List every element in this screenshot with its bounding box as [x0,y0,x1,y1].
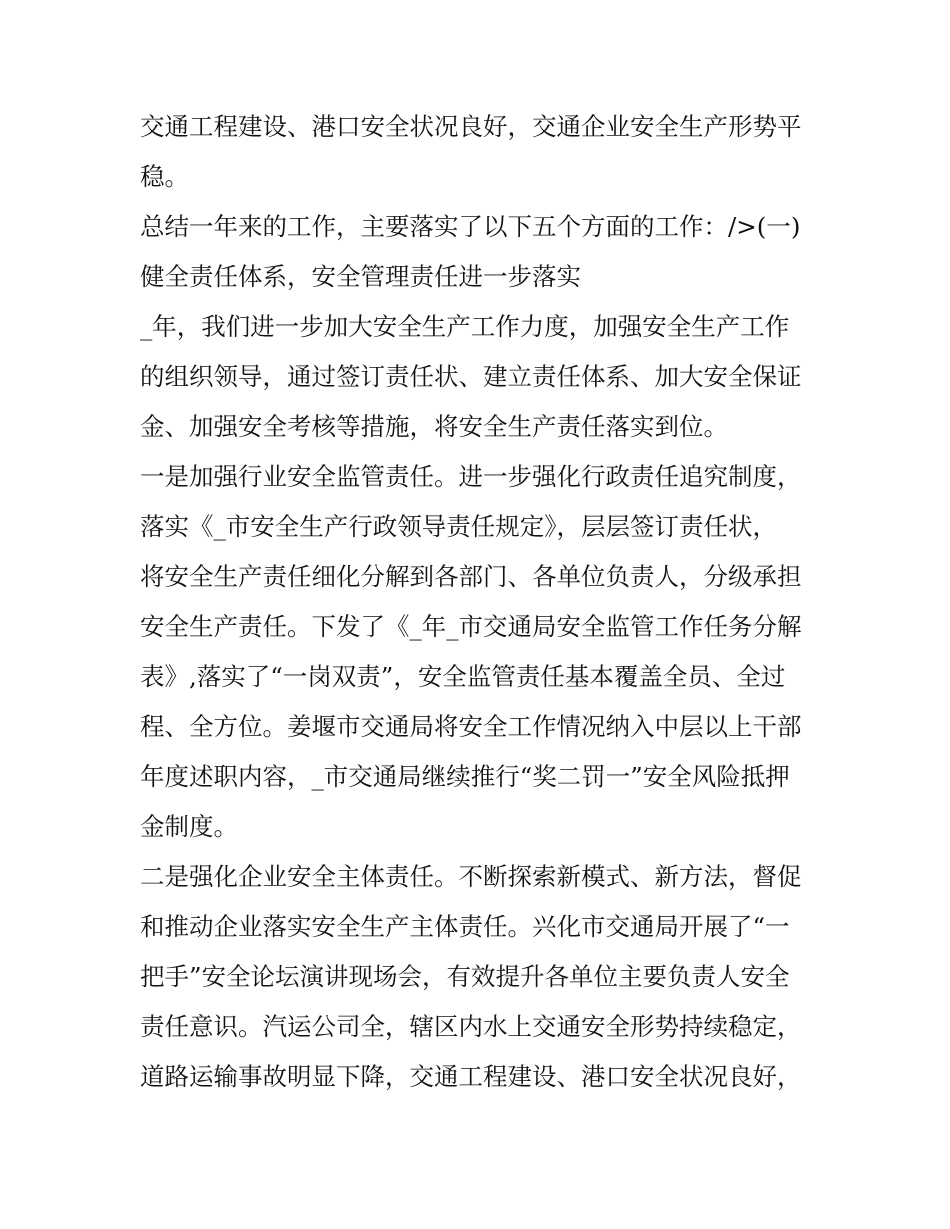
text-line: 的组织领导，通过签订责任状、建立责任体系、加大安全保证 [140,362,802,391]
text-line: 健全责任体系，安全管理责任进一步落实 [140,262,581,291]
text-line: 表》,落实了“一岗双责”，安全监管责任基本覆盖全员、全过 [140,662,786,691]
text-line: 稳。 [140,162,189,191]
document-body [140,102,830,1102]
text-line: 一是加强行业安全监管责任。进一步强化行政责任追究制度， [140,462,802,491]
text-line: 安全生产责任。下发了《_年_市交通局安全监管工作任务分解 [140,612,802,641]
text-line: 二是强化企业安全主体责任。不断探索新模式、新方法，督促 [140,862,802,891]
text-line: 交通工程建设、港口安全状况良好，交通企业安全生产形势平 [140,112,802,141]
text-line: 将安全生产责任细化分解到各部门、各单位负责人，分级承担 [140,562,802,591]
text-line: _年，我们进一步加大安全生产工作力度，加强安全生产工作 [140,312,790,341]
text-line: 年度述职内容，_市交通局继续推行“奖二罚一”安全风险抵押 [140,762,790,791]
text-line: 落实《_市安全生产行政领导责任规定》，层层签订责任状， [140,512,777,541]
text-line: 把手”安全论坛演讲现场会，有效提升各单位主要负责人安全 [140,962,790,991]
text-line: 金、加强安全考核等措施，将安全生产责任落实到位。 [140,412,728,441]
text-line: 总结一年来的工作，主要落实了以下五个方面的工作：/>(一) [140,212,801,241]
text-line: 道路运输事故明显下降，交通工程建设、港口安全状况良好， [140,1062,802,1091]
text-line: 责任意识。汽运公司全，辖区内水上交通安全形势持续稳定， [140,1012,802,1041]
text-line: 和推动企业落实安全生产主体责任。兴化市交通局开展了“一 [140,912,790,941]
text-line: 程、全方位。姜堰市交通局将安全工作情况纳入中层以上干部 [140,712,802,741]
text-line: 金制度。 [140,812,238,841]
